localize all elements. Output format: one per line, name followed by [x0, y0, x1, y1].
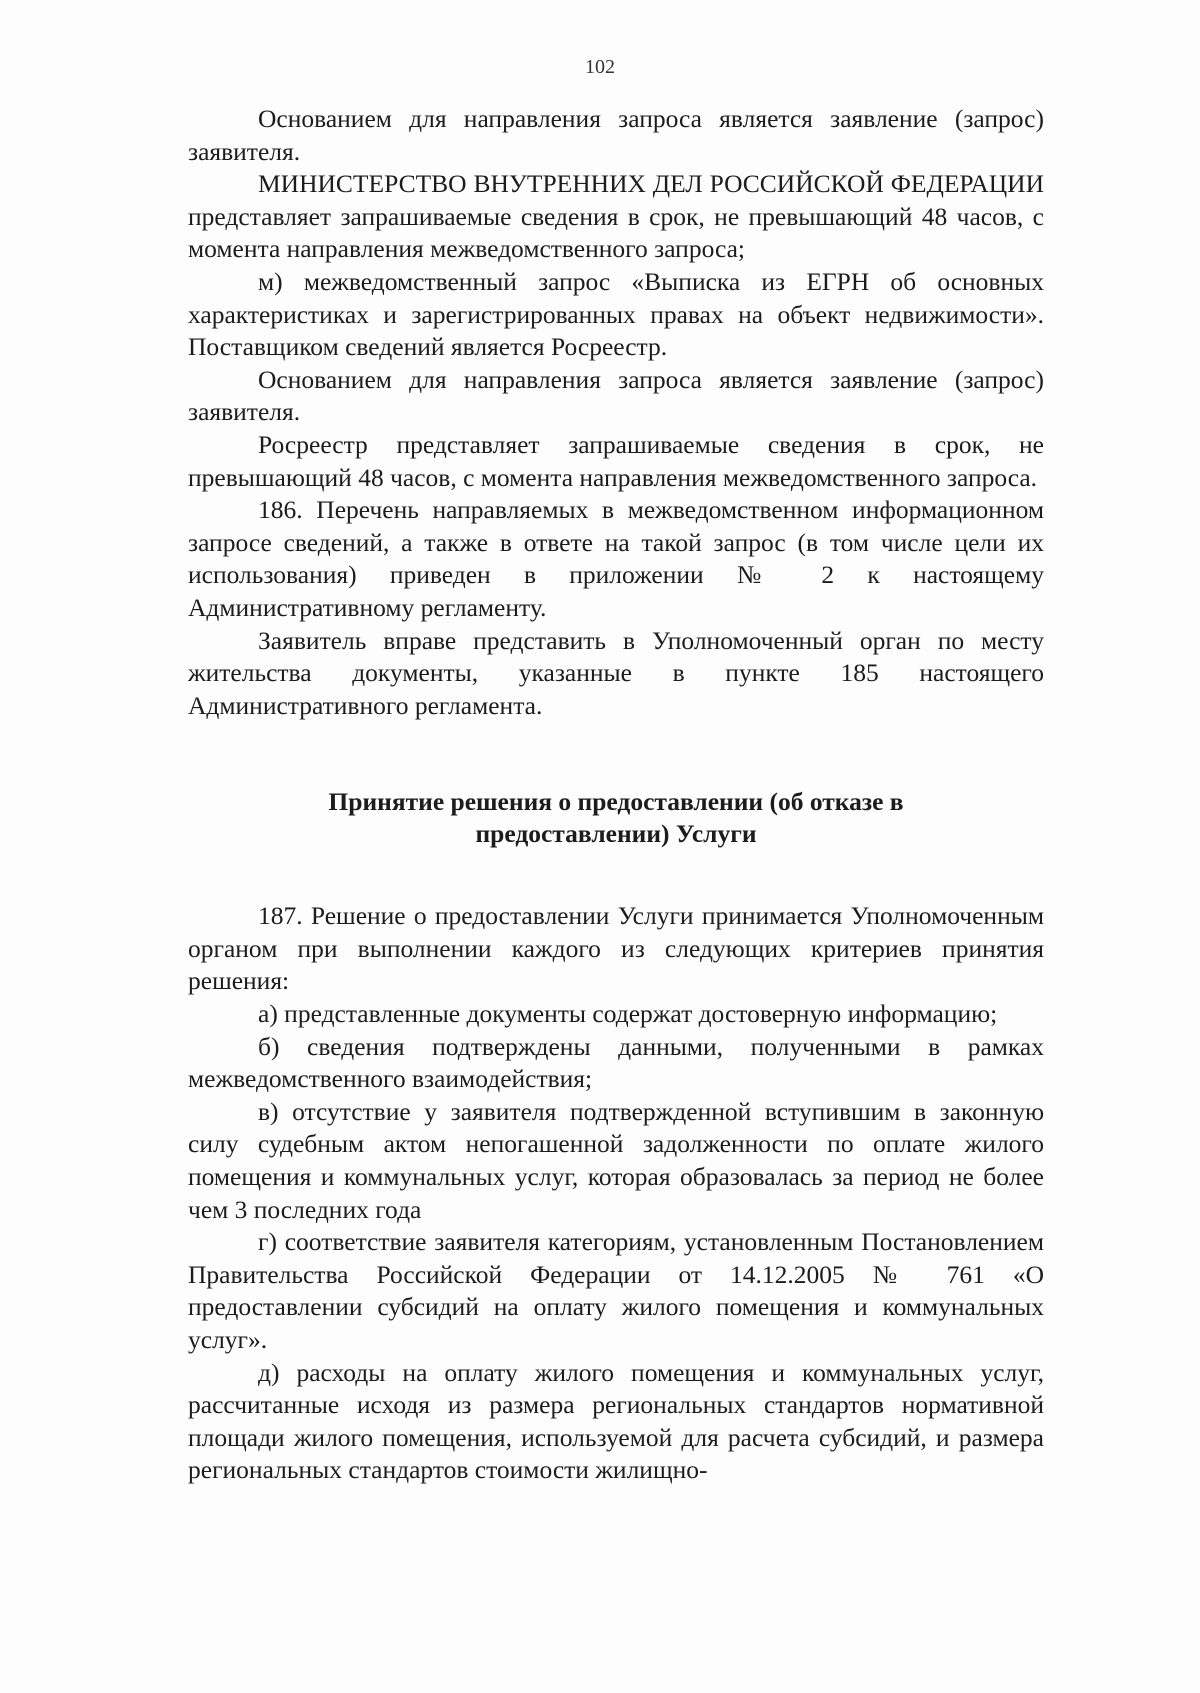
paragraph: Основанием для направления запроса является заявление (запрос) заявителя. — [188, 104, 1044, 166]
document-body — [188, 103, 1044, 1487]
paragraph: г) соответствие заявителя категориям, установленным Постановлением Правительства Российской Федерации от 14.12.2005 № 761 «О предоставлении субсидий на оплату жилого помещения и коммунальных услуг». — [188, 1227, 1044, 1354]
paragraph: а) представленные документы содержат достоверную информацию; — [258, 999, 998, 1029]
paragraph: в) отсутствие у заявителя подтвержденной вступившим в законную силу судебным актом непогашенной задолженности по оплате жилого помещения и коммунальных услуг, которая образовалась за период не более чем 3 последних года — [188, 1096, 1044, 1224]
paragraph: м) межведомственный запрос «Выписка из ЕГРН об основных характеристиках и зарегистрированных правах на объект недвижимости». Поставщиком сведений является Росреестр. — [188, 266, 1044, 362]
section-heading-line: Принятие решения о предоставлении (об отказе в — [328, 787, 904, 817]
paragraph: МИНИСТЕРСТВО ВНУТРЕННИХ ДЕЛ РОССИЙСКОЙ ФЕДЕРАЦИИ представляет запрашиваемые сведения в срок, не превышающий 48 часов, с момента направления межведомственного запроса; — [188, 169, 1044, 264]
paragraph: Заявитель вправе представить в Уполномоченный орган по месту жительства документы, указанные в пункте 185 настоящего Административного регламента. — [188, 625, 1044, 720]
section-heading-line: предоставлении) Услуги — [475, 819, 757, 849]
paragraph: б) сведения подтверждены данными, полученными в рамках межведомственного взаимодействия; — [188, 1031, 1044, 1094]
paragraph: 187. Решение о предоставлении Услуги принимается Уполномоченным органом при выполнении каждого из следующих критериев принятия решения: — [188, 901, 1044, 996]
paragraph: Основанием для направления запроса является заявление (запрос) заявителя. — [188, 364, 1044, 427]
section-heading — [188, 786, 1044, 850]
paragraph: д) расходы на оплату жилого помещения и коммунальных услуг, рассчитанные исходя из размера региональных стандартов нормативной площади жилого помещения, используемой для расчета субсидий, и размера региональных стандартов стоимости жилищно- — [188, 1357, 1044, 1485]
page-number: 102 — [585, 56, 615, 78]
paragraph: 186. Перечень направляемых в межведомственном информационном запросе сведений, а также в ответе на такой запрос (в том числе цели их использования) приведен в приложении № 2 к настоящему Административному регламенту. — [188, 495, 1044, 622]
paragraph: Росреестр представляет запрашиваемые сведения в срок, не превышающий 48 часов, с момента направления межведомственного запроса. — [188, 429, 1044, 492]
